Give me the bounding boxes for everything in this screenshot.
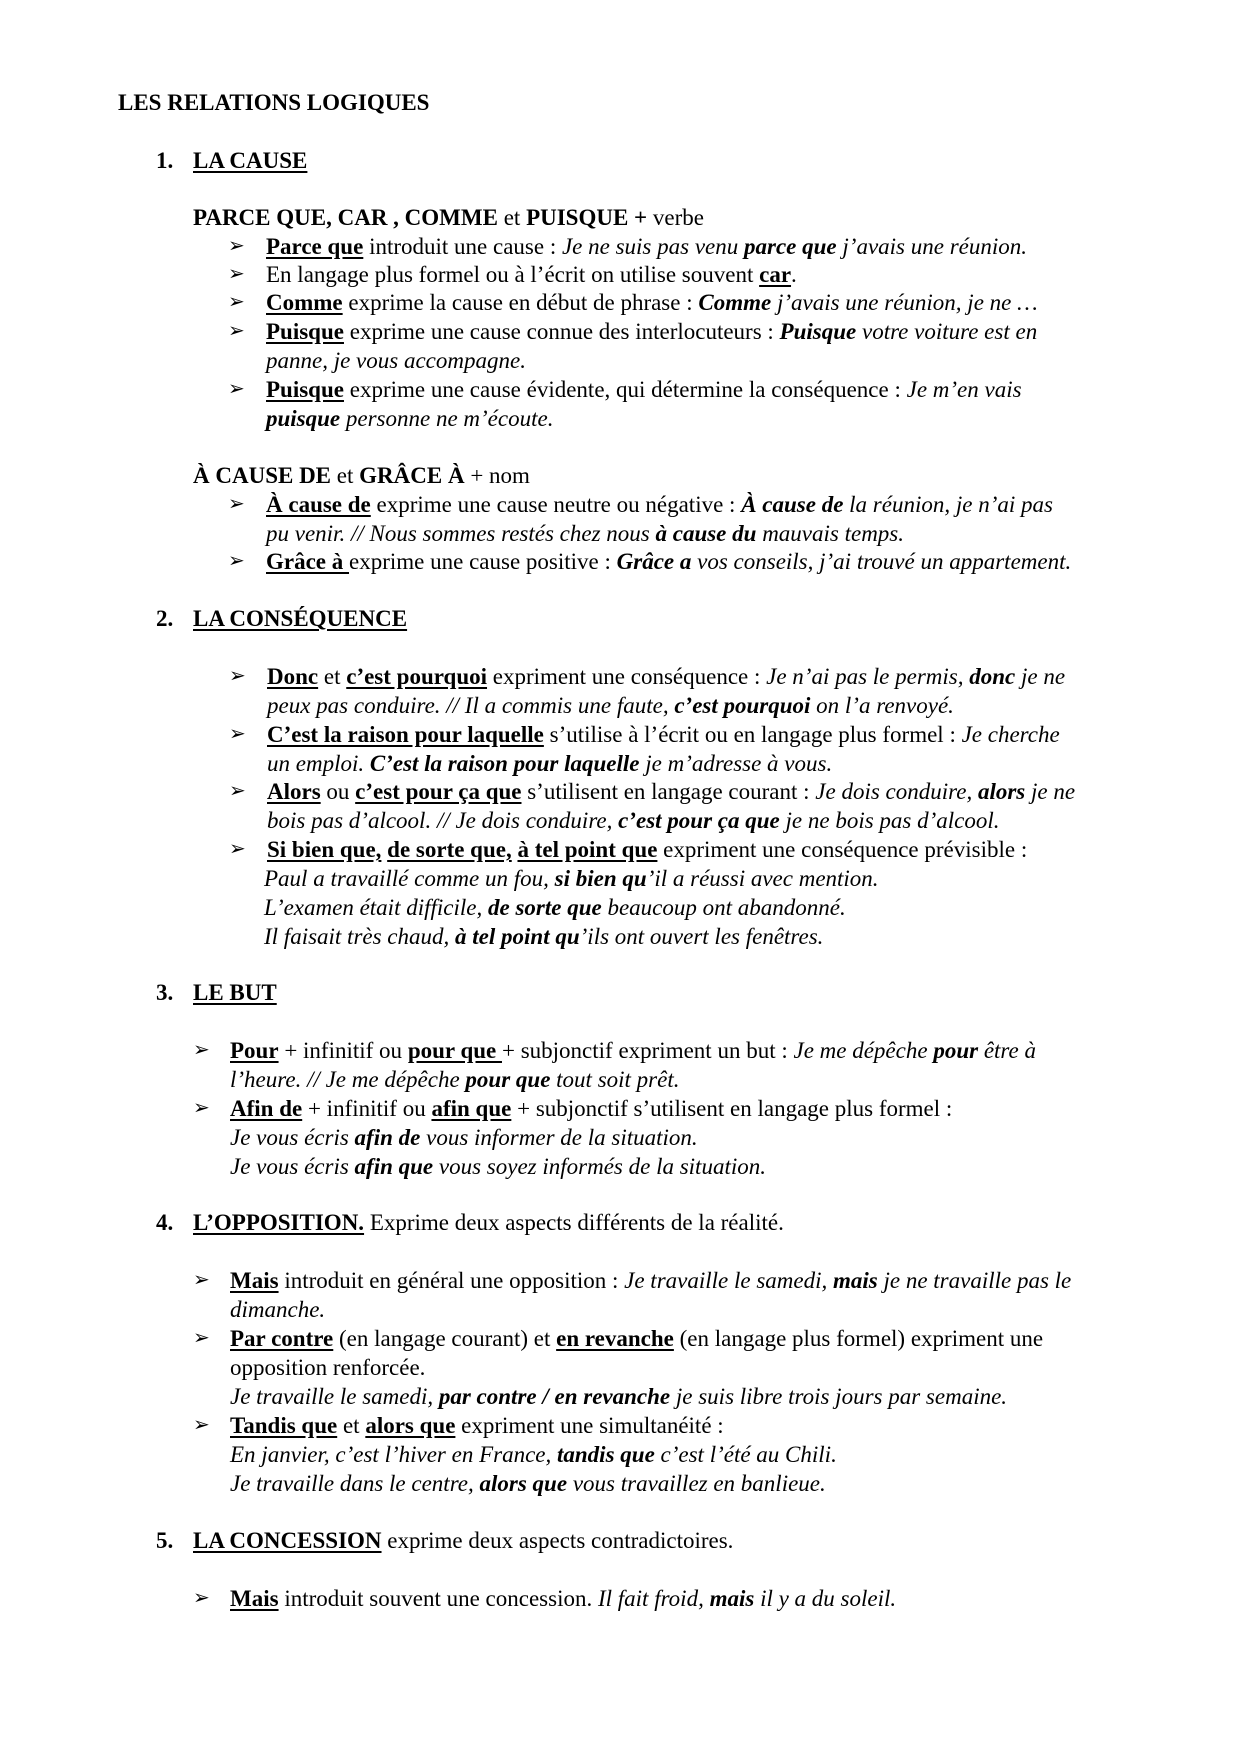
text: expriment une conséquence prévisible : (657, 837, 1028, 862)
example: personne ne m’écoute. (340, 406, 554, 431)
example-keyword: c’est pour ça que (618, 808, 780, 833)
text: exprime la cause en début de phrase : (342, 290, 699, 315)
list-item-continuation: opposition renforcée. (230, 1355, 426, 1380)
section-number: 1. (156, 148, 174, 173)
text: En langage plus formel ou à l’écrit on utilise souvent (266, 262, 760, 287)
text: et (318, 664, 347, 689)
example: vous soyez informés de la situation. (433, 1154, 766, 1179)
page-title: LES RELATIONS LOGIQUES (118, 90, 430, 115)
arrow-bullet-icon: ➢ (193, 1587, 210, 1609)
example: l’heure. // Je me dépêche (230, 1067, 466, 1092)
keyword: Parce que (266, 234, 364, 259)
list-item-continuation (266, 519, 904, 548)
example: je ne (1025, 779, 1076, 804)
example-keyword: pour (933, 1038, 979, 1063)
example: vous informer de la situation. (420, 1125, 698, 1150)
example-line (230, 1123, 698, 1152)
text: (en langage plus formel) expriment une (673, 1326, 1044, 1351)
arrow-bullet-icon: ➢ (228, 550, 245, 572)
arrow-bullet-icon: ➢ (229, 838, 246, 860)
text: introduit une cause : (363, 234, 562, 259)
example: bois pas d’alcool. // Je dois conduire, (267, 808, 619, 833)
list-item (230, 1324, 1043, 1353)
text: + infinitif ou (302, 1096, 432, 1121)
arrow-bullet-icon: ➢ (228, 378, 245, 400)
keyword: Si bien que, (267, 837, 382, 862)
example: L’examen était difficile, (264, 895, 488, 920)
example-keyword: C’est la raison pour laquelle (369, 751, 640, 776)
example: être à (978, 1038, 1036, 1063)
keyword: Pour (230, 1038, 279, 1063)
example-keyword: Puisque (779, 319, 857, 344)
example: Je dois conduire, (815, 779, 978, 804)
list-item (267, 720, 1060, 749)
subheading-part: + nom (464, 463, 530, 488)
keyword: Afin de (230, 1096, 303, 1121)
example: je ne (1015, 664, 1066, 689)
example-keyword: Comme (698, 290, 772, 315)
list-item (267, 835, 1027, 864)
example: vos conseils, j’ai trouvé un appartement. (691, 549, 1072, 574)
section-number: 2. (156, 606, 174, 631)
arrow-bullet-icon: ➢ (229, 665, 246, 687)
example: Je cherche (961, 722, 1060, 747)
keyword: Mais (230, 1586, 279, 1611)
list-item (266, 288, 1038, 317)
example-keyword: mais (709, 1586, 755, 1611)
example-line (230, 1469, 826, 1498)
example: ’il a réussi avec mention. (646, 866, 879, 891)
arrow-bullet-icon: ➢ (193, 1414, 210, 1436)
arrow-bullet-icon: ➢ (228, 493, 245, 515)
example-keyword: tandis que (557, 1442, 655, 1467)
example: ’ils ont ouvert les fenêtres. (579, 924, 824, 949)
example: j’avais une réunion. (836, 234, 1027, 259)
arrow-bullet-icon: ➢ (193, 1269, 210, 1291)
example: on l’a renvoyé. (810, 693, 954, 718)
example-keyword: Grâce a (616, 549, 692, 574)
section-number: 3. (156, 980, 174, 1005)
list-item (230, 1094, 952, 1123)
keyword: afin que (431, 1096, 512, 1121)
example-keyword: alors (977, 779, 1026, 804)
example-keyword: À cause de (741, 492, 844, 517)
example-keyword: parce que (744, 234, 837, 259)
example: Je travaille dans le centre, (230, 1471, 480, 1496)
section-heading-consequence: LA CONSÉQUENCE (193, 606, 408, 631)
example: Il fait froid, (597, 1586, 710, 1611)
text: + infinitif ou (278, 1038, 408, 1063)
text: exprime une cause positive : (349, 549, 617, 574)
example-keyword: alors que (479, 1471, 568, 1496)
example: Je vous écris (230, 1154, 355, 1179)
section-number: 4. (156, 1210, 174, 1235)
section-number: 5. (156, 1528, 174, 1553)
example: il y a du soleil. (754, 1586, 897, 1611)
text: et (337, 1413, 366, 1438)
text: expriment une conséquence : (487, 664, 767, 689)
subheading-parce-que (193, 203, 704, 232)
example: Je ne suis pas venu (561, 234, 745, 259)
example: Je n’ai pas le permis, (766, 664, 970, 689)
example: tout soit prêt. (550, 1067, 680, 1092)
example: mauvais temps. (756, 521, 905, 546)
example: En janvier, c’est l’hiver en France, (230, 1442, 557, 1467)
text: + subjonctif s’utilisent en langage plus formel : (511, 1096, 953, 1121)
text: + subjonctif expriment un but : (501, 1038, 794, 1063)
text: introduit souvent une concession. (278, 1586, 598, 1611)
arrow-bullet-icon: ➢ (228, 235, 245, 257)
arrow-bullet-icon: ➢ (229, 780, 246, 802)
keyword: de sorte que, (387, 837, 512, 862)
keyword: à tel point que (517, 837, 658, 862)
text: expriment une simultanéité : (455, 1413, 724, 1438)
list-item-continuation: panne, je vous accompagne. (266, 348, 526, 373)
list-item (230, 1411, 724, 1440)
example: pu venir. // Nous sommes restés chez nous (266, 521, 656, 546)
keyword: Grâce à (266, 549, 350, 574)
keyword: Alors (267, 779, 321, 804)
arrow-bullet-icon: ➢ (193, 1097, 210, 1119)
keyword: en revanche (556, 1326, 674, 1351)
list-item (267, 662, 1065, 691)
text: s’utilise à l’écrit ou en langage plus formel : (543, 722, 962, 747)
list-item-continuation (267, 806, 1000, 835)
subheading-a-cause-de (193, 461, 530, 490)
heading-description: exprime deux aspects contradictoires. (381, 1528, 734, 1553)
section-heading-but: LE BUT (193, 980, 277, 1005)
example: je ne bois pas d’alcool. (779, 808, 1000, 833)
text: exprime une cause évidente, qui détermine la conséquence : (343, 377, 907, 402)
list-item-continuation: dimanche. (230, 1297, 326, 1322)
list-item-continuation (266, 404, 553, 433)
keyword: Mais (230, 1268, 279, 1293)
example: je m’adresse à vous. (639, 751, 833, 776)
arrow-bullet-icon: ➢ (228, 320, 245, 342)
text: . (791, 262, 797, 287)
arrow-bullet-icon: ➢ (228, 263, 245, 285)
example-keyword: afin que (354, 1154, 434, 1179)
section-heading-cause: LA CAUSE (193, 148, 308, 173)
arrow-bullet-icon: ➢ (229, 723, 246, 745)
keyword: Puisque (266, 377, 344, 402)
example: Paul a travaillé comme un fou, (264, 866, 555, 891)
example-line (230, 1382, 1007, 1411)
example-keyword: c’est pourquoi (674, 693, 811, 718)
example-keyword: donc (969, 664, 1016, 689)
text: exprime une cause neutre ou négative : (370, 492, 742, 517)
keyword: À cause de (266, 492, 371, 517)
keyword: alors que (365, 1413, 456, 1438)
example: la réunion, je n’ai pas (843, 492, 1053, 517)
list-item (267, 777, 1075, 806)
heading-description: Exprime deux aspects différents de la réalité. (364, 1210, 784, 1235)
example: c’est l’été au Chili. (654, 1442, 837, 1467)
text: exprime une cause connue des interlocuteurs : (343, 319, 780, 344)
list-item (266, 232, 1027, 261)
keyword: c’est pourquoi (346, 664, 488, 689)
arrow-bullet-icon: ➢ (193, 1039, 210, 1061)
example: peux pas conduire. // Il a commis une faute, (267, 693, 675, 718)
example-keyword: pour que (465, 1067, 551, 1092)
list-item-continuation (230, 1065, 679, 1094)
example: Je vous écris (230, 1125, 355, 1150)
example-line (264, 864, 879, 893)
example-keyword: afin de (354, 1125, 421, 1150)
keyword: Donc (267, 664, 319, 689)
subheading-part: verbe (647, 205, 704, 230)
example: beaucoup ont abandonné. (601, 895, 846, 920)
keyword: Par contre (230, 1326, 334, 1351)
keyword: C’est la raison pour laquelle (267, 722, 544, 747)
subheading-part: et (331, 463, 360, 488)
list-item (266, 490, 1053, 519)
example-keyword: mais (833, 1268, 878, 1293)
example: je suis libre trois jours par semaine. (670, 1384, 1008, 1409)
list-item (266, 547, 1071, 576)
text: ou (320, 779, 356, 804)
example: Je me dépêche (793, 1038, 934, 1063)
section-heading-opposition (193, 1208, 784, 1237)
example-keyword: puisque (266, 406, 341, 431)
keyword: Puisque (266, 319, 344, 344)
heading-text: L’OPPOSITION. (193, 1210, 365, 1235)
example: Il faisait très chaud, (264, 924, 456, 949)
text: introduit en général une opposition : (278, 1268, 625, 1293)
arrow-bullet-icon: ➢ (193, 1327, 210, 1349)
example-keyword: de sorte que (487, 895, 602, 920)
example: votre voiture est en (856, 319, 1038, 344)
list-item (266, 317, 1037, 346)
example: un emploi. (267, 751, 370, 776)
example-keyword: par contre / en revanche (438, 1384, 671, 1409)
subheading-part: et (497, 205, 527, 230)
example: je ne travaille pas le (877, 1268, 1072, 1293)
example-keyword: si bien qu (554, 866, 647, 891)
example: Je travaille le samedi, (230, 1384, 439, 1409)
keyword: pour que (407, 1038, 502, 1063)
keyword: c’est pour ça que (355, 779, 522, 804)
subheading-part: PARCE QUE, CAR , COMME (193, 205, 498, 230)
example-line (230, 1440, 837, 1469)
subheading-part: GRÂCE À (359, 463, 465, 488)
example-line (264, 922, 823, 951)
text: (en langage courant) et (333, 1326, 557, 1351)
example-keyword: à tel point qu (455, 924, 580, 949)
section-heading-concession (193, 1526, 733, 1555)
example: vous travaillez en banlieue. (567, 1471, 826, 1496)
keyword: Tandis que (230, 1413, 338, 1438)
example: Je m’en vais (906, 377, 1022, 402)
text: s’utilisent en langage courant : (521, 779, 816, 804)
list-item (230, 1266, 1071, 1295)
list-item (230, 1584, 896, 1613)
subheading-part: À CAUSE DE (193, 463, 332, 488)
list-item (266, 375, 1022, 404)
example: Je travaille le samedi, (624, 1268, 833, 1293)
example-line (230, 1152, 766, 1181)
example-keyword: à cause du (655, 521, 757, 546)
subheading-part: PUISQUE + (526, 205, 648, 230)
list-item (230, 1036, 1036, 1065)
heading-text: LA CONCESSION (193, 1528, 382, 1553)
list-item-continuation (267, 749, 832, 778)
keyword: car (759, 262, 792, 287)
example: j’avais une réunion, je ne … (771, 290, 1038, 315)
keyword: Comme (266, 290, 343, 315)
list-item (266, 260, 797, 289)
arrow-bullet-icon: ➢ (228, 291, 245, 313)
example-line (264, 893, 846, 922)
list-item-continuation (267, 691, 954, 720)
